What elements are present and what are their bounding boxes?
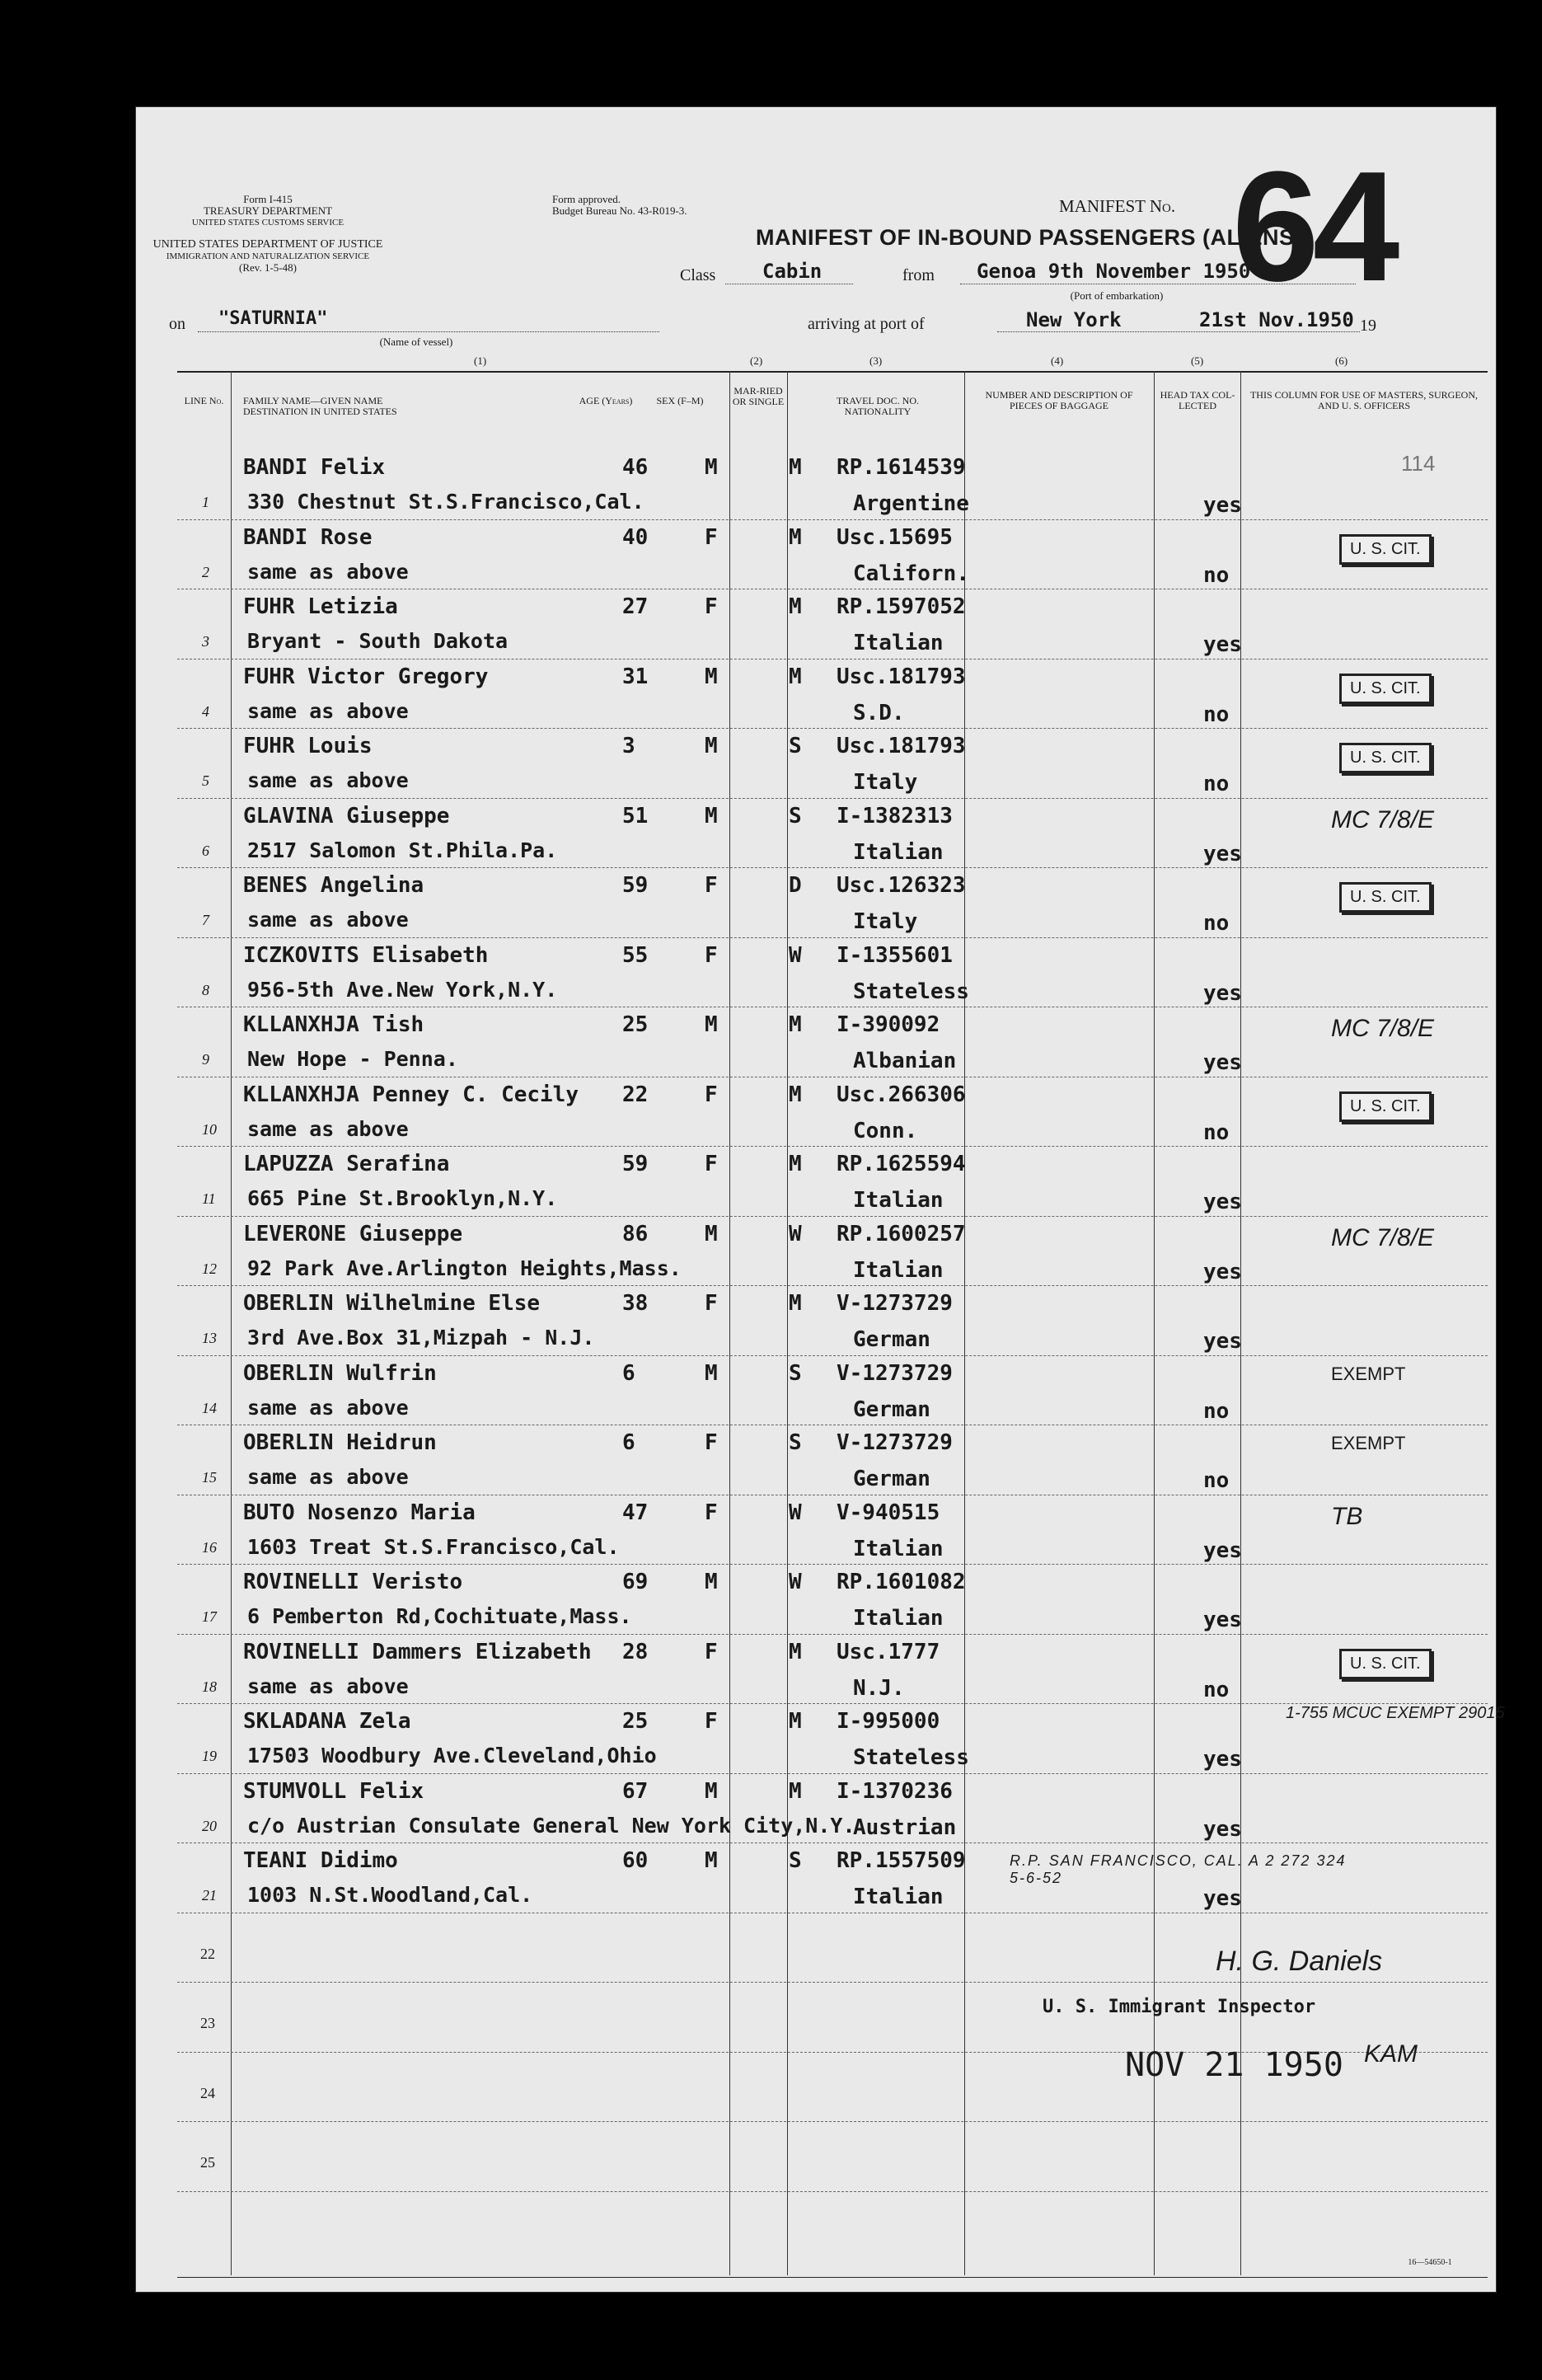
- head-tax: no: [1203, 1398, 1230, 1424]
- nationality: Stateless: [853, 1745, 969, 1770]
- head-tax: yes: [1203, 1886, 1242, 1911]
- budget-bureau: Budget Bureau No. 43-R019-3.: [552, 204, 687, 217]
- head-tax: yes: [1203, 1259, 1242, 1284]
- table-row: [177, 1007, 1488, 1077]
- port-value: New York: [1026, 308, 1122, 331]
- destination: 665 Pine St.Brooklyn,N.Y.: [247, 1186, 558, 1210]
- col-head-line: LINE No.: [184, 395, 224, 406]
- manifest-number-label: MANIFEST No.: [1059, 196, 1176, 216]
- passenger-sex: F: [705, 524, 718, 550]
- passenger-sex: F: [705, 1430, 718, 1455]
- passenger-name: STUMVOLL Felix: [243, 1778, 424, 1804]
- head-tax: no: [1203, 1468, 1230, 1493]
- date-value: 21st Nov.1950: [1199, 308, 1354, 331]
- col-head-tax: HEAD TAX COL-LECTED: [1160, 389, 1235, 411]
- travel-doc: RP.1557509: [837, 1848, 966, 1873]
- destination: 92 Park Ave.Arlington Heights,Mass.: [247, 1256, 682, 1280]
- col-head-married: MAR-RIED OR SINGLE: [732, 385, 785, 407]
- binder-hole: [45, 2218, 96, 2269]
- passenger-age: 25: [622, 1709, 649, 1734]
- destination: 3rd Ave.Box 31,Mizpah - N.J.: [247, 1326, 595, 1350]
- binder-hole: [45, 2044, 96, 2096]
- passenger-name: FUHR Louis: [243, 734, 373, 758]
- passenger-sex: M: [705, 1848, 718, 1873]
- table-row: [177, 659, 1488, 730]
- table-row: [177, 449, 1488, 520]
- binder-hole: [45, 198, 96, 249]
- passenger-name: BENES Angelina: [243, 873, 424, 898]
- nationality: Albanian: [853, 1049, 957, 1073]
- passenger-name: FUHR Letizia: [243, 594, 398, 619]
- us-citizen-stamp: U. S. CIT.: [1339, 1649, 1432, 1679]
- marital-status: W: [789, 1570, 802, 1594]
- form-approved: Form approved.: [552, 193, 621, 205]
- marital-status: M: [789, 524, 802, 550]
- nationality: German: [853, 1397, 930, 1422]
- travel-doc: Usc.266306: [837, 1082, 966, 1107]
- destination: 1003 N.St.Woodland,Cal.: [247, 1883, 533, 1907]
- passenger-sex: F: [705, 594, 718, 619]
- passenger-sex: M: [705, 1360, 718, 1386]
- line-number: 7: [202, 912, 209, 928]
- ins-service: IMMIGRATION AND NATURALIZATION SERVICE: [166, 251, 370, 261]
- col-head-baggage: NUMBER AND DESCRIPTION OF PIECES OF BAGGAGE: [985, 389, 1133, 411]
- head-tax: yes: [1203, 1190, 1242, 1214]
- travel-doc: V-1273729: [837, 1430, 953, 1455]
- head-tax: yes: [1203, 841, 1242, 866]
- passenger-sex: F: [705, 1639, 718, 1664]
- date-stamp: NOV 21 1950: [1125, 2046, 1343, 2084]
- destination: Bryant - South Dakota: [247, 629, 509, 653]
- passenger-sex: M: [705, 734, 718, 758]
- col-num-3: (3): [869, 354, 883, 367]
- marital-status: M: [789, 1152, 802, 1176]
- on-label: on: [169, 315, 185, 333]
- line-number: 5: [202, 772, 209, 789]
- passenger-age: 3: [622, 734, 635, 758]
- marital-status: M: [789, 1012, 802, 1037]
- head-tax: yes: [1203, 1050, 1242, 1075]
- passenger-name: TEANI Didimo: [243, 1848, 398, 1873]
- table-row: [177, 519, 1488, 590]
- officer-annotation: 1-755 MCUC EXEMPT 29015: [1286, 1704, 1505, 1722]
- table-row: [177, 867, 1488, 938]
- destination: same as above: [247, 768, 409, 792]
- line-number: 1: [202, 494, 209, 510]
- officer-annotation: MC 7/8/E: [1331, 805, 1435, 833]
- destination: c/o Austrian Consulate General New York City,N.Y.: [247, 1813, 855, 1838]
- line-number: 10: [202, 1120, 217, 1138]
- col-num-1: (1): [474, 354, 487, 367]
- destination: same as above: [247, 1465, 409, 1489]
- table-row: [177, 1285, 1488, 1356]
- empty-line-number: 23: [200, 2015, 215, 2031]
- passenger-age: 47: [622, 1500, 649, 1525]
- passenger-sex: F: [705, 1709, 718, 1734]
- passenger-age: 55: [622, 942, 649, 968]
- marital-status: W: [789, 942, 802, 968]
- passenger-name: BANDI Felix: [243, 455, 386, 480]
- travel-doc: RP.1614539: [837, 455, 966, 480]
- travel-doc: I-1382313: [837, 803, 953, 829]
- table-row: [177, 1146, 1488, 1217]
- col-head-travel: TRAVEL DOC. NO. NATIONALITY: [836, 395, 919, 417]
- travel-doc: I-1370236: [837, 1778, 953, 1804]
- head-tax: yes: [1203, 1537, 1242, 1563]
- officer-annotation: MC 7/8/E: [1331, 1223, 1435, 1251]
- line-number: 13: [202, 1330, 217, 1346]
- head-tax: yes: [1203, 1747, 1242, 1772]
- destination: same as above: [247, 908, 409, 932]
- head-tax: no: [1203, 562, 1230, 588]
- vessel-underline: [198, 331, 659, 332]
- travel-doc: Usc.1777: [837, 1639, 940, 1664]
- nationality: Italian: [853, 631, 944, 655]
- officer-annotation: TB: [1331, 1502, 1363, 1530]
- table-row: [177, 937, 1488, 1008]
- marital-status: W: [789, 1221, 802, 1246]
- nationality: German: [853, 1327, 930, 1352]
- marital-status: D: [789, 873, 802, 898]
- row-divider: [177, 2191, 1488, 2192]
- passenger-sex: F: [705, 873, 718, 898]
- passenger-sex: M: [705, 1221, 718, 1246]
- passenger-name: OBERLIN Wulfrin: [243, 1360, 437, 1386]
- table-row: [177, 1564, 1488, 1635]
- line-number: 9: [202, 1051, 209, 1068]
- table-row: [177, 1355, 1488, 1426]
- passenger-sex: M: [705, 1012, 718, 1037]
- passenger-name: ROVINELLI Veristo: [243, 1570, 463, 1594]
- marital-status: M: [789, 1778, 802, 1804]
- table-row: [177, 1495, 1488, 1566]
- line-number: 15: [202, 1469, 217, 1486]
- travel-doc: RP.1601082: [837, 1570, 966, 1594]
- nationality: Italy: [853, 770, 918, 795]
- travel-doc: RP.1600257: [837, 1221, 966, 1246]
- passenger-sex: F: [705, 1291, 718, 1316]
- passenger-name: LEVERONE Giuseppe: [243, 1221, 463, 1246]
- passenger-age: 40: [622, 524, 649, 550]
- passenger-name: ROVINELLI Dammers Elizabeth: [243, 1639, 592, 1664]
- passenger-age: 6: [622, 1360, 635, 1386]
- nationality: S.D.: [853, 700, 905, 725]
- head-tax: no: [1203, 1120, 1230, 1145]
- destination: same as above: [247, 559, 409, 584]
- marital-status: S: [789, 734, 802, 758]
- justice-block: [136, 239, 400, 274]
- marital-status: S: [789, 1848, 802, 1873]
- passenger-age: 59: [622, 1152, 649, 1176]
- nationality: Italy: [853, 909, 918, 934]
- nationality: Stateless: [853, 979, 969, 1004]
- passenger-age: 67: [622, 1778, 649, 1804]
- manifest-sheet: [136, 107, 1505, 2292]
- travel-doc: Usc.15695: [837, 524, 953, 550]
- marital-status: S: [789, 803, 802, 829]
- line-number: 14: [202, 1399, 217, 1416]
- approval-block: [552, 194, 750, 217]
- passenger-sex: M: [705, 803, 718, 829]
- inspector-caption: U. S. Immigrant Inspector: [1043, 1997, 1316, 2017]
- passenger-name: SKLADANA Zela: [243, 1709, 411, 1734]
- line-number: 11: [202, 1190, 216, 1207]
- table-row: [177, 1843, 1488, 1913]
- destination: same as above: [247, 1674, 409, 1698]
- row-divider: [177, 1982, 1488, 1983]
- officer-annotation: EXEMPT: [1331, 1433, 1406, 1453]
- table-row: [177, 1773, 1488, 1844]
- passenger-name: ICZKOVITS Elisabeth: [243, 942, 489, 968]
- empty-line-number: 24: [200, 2084, 215, 2101]
- passenger-age: 46: [622, 455, 649, 480]
- treasury-dept: TREASURY DEPARTMENT: [203, 204, 333, 217]
- marital-status: S: [789, 1360, 802, 1386]
- nationality: Austrian: [853, 1814, 957, 1840]
- vessel-caption: (Name of vessel): [379, 336, 453, 348]
- binder-hole: [45, 338, 96, 389]
- head-tax: yes: [1203, 1329, 1242, 1354]
- us-citizen-stamp: U. S. CIT.: [1339, 882, 1432, 913]
- head-tax: no: [1203, 772, 1230, 796]
- us-citizen-stamp: U. S. CIT.: [1339, 534, 1432, 565]
- passenger-sex: F: [705, 1082, 718, 1107]
- page-title: MANIFEST OF IN-BOUND PASSENGERS (ALIENS): [756, 225, 1303, 250]
- empty-line-number: 22: [200, 1945, 215, 1962]
- inspector-initials: KAM: [1364, 2040, 1418, 2068]
- table-row: [177, 1703, 1505, 1774]
- passenger-age: 60: [622, 1848, 649, 1873]
- travel-doc: RP.1597052: [837, 594, 966, 619]
- table-row: [177, 728, 1488, 799]
- table-row: [177, 589, 1488, 660]
- marital-status: M: [789, 455, 802, 480]
- destination: 1603 Treat St.S.Francisco,Cal.: [247, 1534, 620, 1559]
- nationality: Italian: [853, 839, 944, 865]
- empty-line-number: 25: [200, 2154, 215, 2171]
- destination: 17503 Woodbury Ave.Cleveland,Ohio: [247, 1744, 657, 1767]
- destination: 956-5th Ave.New York,N.Y.: [247, 977, 558, 1002]
- us-citizen-stamp: U. S. CIT.: [1339, 1091, 1432, 1122]
- destination: 6 Pemberton Rd,Cochituate,Mass.: [247, 1604, 632, 1628]
- form-number-block: [161, 194, 375, 228]
- table-row: [177, 1425, 1488, 1495]
- passenger-name: KLLANXHJA Tish: [243, 1012, 424, 1037]
- head-tax: yes: [1203, 632, 1242, 657]
- col-num-5: (5): [1191, 354, 1204, 367]
- nationality: Italian: [853, 1885, 944, 1909]
- head-tax: no: [1203, 1677, 1230, 1702]
- head-tax: no: [1203, 702, 1230, 727]
- head-tax: yes: [1203, 493, 1242, 518]
- line-number: 2: [202, 563, 209, 580]
- head-tax: yes: [1203, 980, 1242, 1006]
- us-citizen-stamp: U. S. CIT.: [1339, 674, 1432, 704]
- head-tax: yes: [1203, 1816, 1242, 1842]
- travel-doc: I-390092: [837, 1012, 940, 1037]
- line-number: 12: [202, 1260, 217, 1277]
- marital-status: W: [789, 1500, 802, 1525]
- passenger-name: OBERLIN Wilhelmine Else: [243, 1291, 541, 1316]
- passenger-name: GLAVINA Giuseppe: [243, 803, 450, 829]
- travel-doc: RP.1625594: [837, 1152, 966, 1176]
- destination: New Hope - Penna.: [247, 1047, 458, 1071]
- passenger-age: 22: [622, 1082, 649, 1107]
- marital-status: M: [789, 664, 802, 689]
- travel-doc: V-940515: [837, 1500, 940, 1525]
- nationality: German: [853, 1467, 930, 1491]
- passenger-age: 6: [622, 1430, 635, 1455]
- destination: same as above: [247, 698, 409, 723]
- line-number: 18: [202, 1678, 217, 1695]
- travel-doc: Usc.181793: [837, 734, 966, 758]
- marital-status: M: [789, 1709, 802, 1734]
- passenger-name: BANDI Rose: [243, 524, 373, 550]
- nationality: Californ.: [853, 561, 969, 586]
- passenger-sex: F: [705, 942, 718, 968]
- col-head-age: AGE (Years): [579, 395, 633, 406]
- marital-status: S: [789, 1430, 802, 1455]
- passenger-sex: M: [705, 455, 718, 480]
- passenger-name: KLLANXHJA Penney C. Cecily: [243, 1082, 579, 1107]
- passenger-age: 69: [622, 1570, 649, 1594]
- col-num-6: (6): [1335, 354, 1348, 367]
- class-label: Class: [680, 266, 716, 284]
- marital-status: M: [789, 1082, 802, 1107]
- table-row: [177, 1216, 1488, 1287]
- line-number: 6: [202, 842, 209, 859]
- col-num-2: (2): [750, 354, 763, 367]
- revision: (Rev. 1-5-48): [239, 261, 297, 274]
- destination: same as above: [247, 1116, 409, 1141]
- passenger-age: 25: [622, 1012, 649, 1037]
- line-number: 17: [202, 1608, 217, 1625]
- justice-dept: UNITED STATES DEPARTMENT OF JUSTICE: [152, 238, 383, 251]
- passenger-age: 31: [622, 664, 649, 689]
- nationality: N.J.: [853, 1675, 905, 1701]
- nationality: Argentine: [853, 491, 969, 516]
- year-suffix: 19: [1360, 317, 1376, 335]
- nationality: Conn.: [853, 1118, 918, 1143]
- passenger-age: 86: [622, 1221, 649, 1246]
- line-number: 4: [202, 702, 209, 720]
- passenger-name: BUTO Nosenzo Maria: [243, 1500, 476, 1525]
- travel-doc: V-1273729: [837, 1360, 953, 1386]
- travel-doc: I-1355601: [837, 942, 953, 968]
- line-number: 21: [202, 1887, 217, 1904]
- class-value: Cabin: [762, 260, 823, 283]
- table-row: [177, 1077, 1488, 1148]
- port-underline: [997, 331, 1360, 332]
- travel-doc: I-995000: [837, 1709, 940, 1734]
- us-citizen-stamp: U. S. CIT.: [1339, 743, 1432, 773]
- binder-hole: [45, 1476, 96, 1527]
- inspector-signature: H. G. Daniels: [1216, 1946, 1383, 1977]
- passenger-age: 51: [622, 803, 649, 829]
- destination: same as above: [247, 1395, 409, 1420]
- passenger-age: 59: [622, 873, 649, 898]
- from-label: from: [902, 266, 935, 284]
- officer-annotation: R.P. SAN FRANCISCO, CAL. A 2 272 324 5-6-52: [1010, 1852, 1347, 1886]
- passenger-sex: M: [705, 1778, 718, 1804]
- line-number: 8: [202, 981, 209, 998]
- manifest-number: 64: [1232, 139, 1394, 314]
- nationality: Italian: [853, 1606, 944, 1631]
- destination: 330 Chestnut St.S.Francisco,Cal.: [247, 490, 644, 514]
- travel-doc: Usc.181793: [837, 664, 966, 689]
- nationality: Italian: [853, 1188, 944, 1213]
- customs-service: UNITED STATES CUSTOMS SERVICE: [191, 218, 344, 228]
- from-value: Genoa 9th November 1950: [977, 260, 1251, 283]
- travel-doc: V-1273729: [837, 1291, 953, 1316]
- head-tax: yes: [1203, 1608, 1242, 1632]
- marital-status: M: [789, 1291, 802, 1316]
- col-head-officers: THIS COLUMN FOR USE OF MASTERS, SURGEON, AND U. S. OFFICERS: [1249, 389, 1479, 411]
- table-row: [177, 798, 1488, 869]
- col-head-name: FAMILY NAME—GIVEN NAME DESTINATION IN UNITED STATES: [243, 395, 397, 417]
- col-num-4: (4): [1051, 354, 1064, 367]
- officer-annotation: EXEMPT: [1331, 1363, 1406, 1384]
- passenger-name: OBERLIN Heidrun: [243, 1430, 437, 1455]
- col-head-sex: SEX (F–M): [656, 395, 704, 406]
- passenger-name: LAPUZZA Serafina: [243, 1152, 450, 1176]
- travel-doc: Usc.126323: [837, 873, 966, 898]
- port-caption: (Port of embarkation): [1070, 289, 1164, 302]
- line-number: 20: [202, 1817, 217, 1834]
- destination: 2517 Salomon St.Phila.Pa.: [247, 838, 558, 862]
- passenger-sex: F: [705, 1500, 718, 1525]
- passenger-sex: F: [705, 1152, 718, 1176]
- printer-code: 16—54650-1: [1408, 2258, 1452, 2267]
- officer-annotation: MC 7/8/E: [1331, 1015, 1435, 1042]
- passenger-sex: M: [705, 1570, 718, 1594]
- passenger-name: FUHR Victor Gregory: [243, 664, 489, 689]
- line-number: 19: [202, 1748, 217, 1764]
- row-divider: [177, 2121, 1488, 2122]
- line-number: 16: [202, 1538, 217, 1556]
- nationality: Italian: [853, 1536, 944, 1561]
- binder-hole: [45, 915, 96, 966]
- line-number: 3: [202, 633, 209, 650]
- marital-status: M: [789, 594, 802, 619]
- passenger-age: 38: [622, 1291, 649, 1316]
- marital-status: M: [789, 1639, 802, 1664]
- table-row: [177, 1634, 1488, 1705]
- officer-annotation: 114: [1401, 451, 1436, 476]
- form-number: Form I-415: [243, 193, 293, 205]
- head-tax: no: [1203, 911, 1230, 936]
- arriving-label: arriving at port of: [808, 315, 925, 333]
- passenger-age: 27: [622, 594, 649, 619]
- passenger-sex: M: [705, 664, 718, 689]
- passenger-age: 28: [622, 1639, 649, 1664]
- nationality: Italian: [853, 1257, 944, 1283]
- vessel-value: "SATURNIA": [218, 308, 328, 329]
